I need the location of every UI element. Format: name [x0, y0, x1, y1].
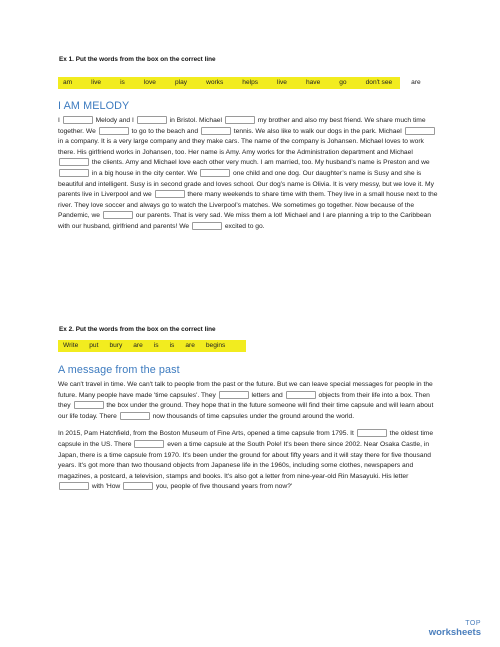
exercise-2-word-box	[58, 340, 246, 352]
word-chip: are	[185, 342, 195, 349]
blank-field[interactable]	[137, 116, 167, 124]
blank-field[interactable]	[405, 127, 435, 135]
word-chip: live	[277, 79, 287, 86]
text-segment: We can't travel in time. We can't talk to people from the past or the future. But we can leave special messages for people in the future. Many people have made 'time capsules'. They	[58, 381, 433, 399]
word-chip: Write	[63, 342, 79, 349]
blank-field[interactable]	[225, 116, 255, 124]
logo-line-2: worksheets	[428, 627, 481, 638]
text-segment: Melody and I	[95, 117, 134, 124]
text-segment: the box under the ground. They hope that in the future someone will find their time capsule and will learn about our life today. There	[58, 402, 434, 420]
text-segment: with 'How	[91, 483, 121, 491]
topworksheets-logo[interactable]	[429, 619, 481, 637]
text-segment: tennis. We also like to walk our dogs in the park. Michael	[233, 127, 402, 135]
text-segment: in a company. It is a very large company and they make cars. The name of the company is Johansen. Michael loves to work there. His girlfriend works in Johansen, too. Her name is Amy. Amy works for the Administration department and Michael	[58, 138, 424, 156]
blank-field[interactable]	[155, 190, 185, 198]
text-segment: one child and one dog. Our daughter’s name is Susy and she is beautiful and intelligent. Susy is in second grade and loves school. Our dog’s name is Olivia. It is very messy, but we love it. My parents live in Liverpool and we	[58, 169, 434, 199]
text-segment: the clients. Amy and Michael love each other very much. I am married, too. My husband’s name is Preston and we	[91, 159, 430, 167]
blank-field[interactable]	[59, 158, 89, 166]
text-segment: In 2015, Pam Hatchfield, from the Boston Museum of Fine Arts, opened a time capsule from 1795. It	[58, 430, 354, 438]
word-chip: love	[143, 79, 156, 86]
exercise-1-paragraph	[58, 116, 442, 233]
text-segment: even a time capsule at the South Pole! It's been there since 2002. Near Osaka Castle, in Japan, there is a time capsule from 1970. It's been under the ground for about fifty years and it will stay there for five thousand years. It's got more than two thousand objects from Japanese life in the 1960s, including some clothes, newspapers and magazines, a postcard, a television, stamps and books. It's also got a letter from nine-year-old Rin Masayuki. His letter	[58, 440, 432, 480]
blank-field[interactable]	[192, 222, 222, 230]
word-chip: begins	[205, 342, 226, 349]
exercise-1-heading: I AM MELODY	[58, 100, 130, 112]
exercise-2-title: Ex 2. Put the words from the box on the correct line	[59, 326, 216, 333]
blank-field[interactable]	[103, 211, 133, 219]
blank-field[interactable]	[63, 116, 93, 124]
blank-field[interactable]	[123, 482, 153, 490]
word-chip: have	[305, 79, 321, 86]
text-segment: the oldest time capsule in the US. There	[58, 430, 434, 448]
word-chip: bury	[109, 342, 123, 349]
word-chip: play	[174, 79, 188, 86]
blank-field[interactable]	[357, 429, 387, 437]
exercise-2-paragraph-2	[58, 429, 442, 493]
text-segment: in a big house in the city center. We	[91, 169, 198, 177]
blank-field[interactable]	[59, 482, 89, 490]
text-segment: objects from their life into a box. Then they	[58, 391, 430, 410]
word-chip: go	[339, 79, 347, 86]
text-segment: now thousands of time capsules under the ground around the world.	[152, 412, 355, 420]
logo-line-1: TOP	[465, 620, 481, 627]
blank-field[interactable]	[134, 440, 164, 448]
blank-field[interactable]	[99, 127, 129, 135]
text-segment: my brother and also my best friend. We share much time together. We	[58, 117, 426, 135]
text-segment: you, people of five thousand years from now?'	[155, 483, 293, 491]
word-chip: helps	[242, 79, 259, 86]
word-chip: is	[120, 79, 125, 86]
exercise-2-text	[58, 380, 442, 500]
blank-field[interactable]	[200, 169, 230, 177]
word-chip: don't see	[365, 79, 393, 86]
exercise-1-word-box	[58, 77, 421, 89]
blank-field[interactable]	[74, 401, 104, 409]
exercise-1-title: Ex 1. Put the words from the box on the correct line	[59, 56, 216, 63]
text-segment: there many weekends to share time with them. They live in a small house next to the river. They love soccer and always go to watch the Liverpool’s matches. We sometimes go together. Now because of the Pandemic, we	[58, 191, 438, 220]
word-chip: is	[169, 342, 175, 349]
text-segment: to go to the beach and	[131, 127, 199, 135]
word-chip: live	[91, 79, 102, 86]
text-segment: our parents. That is very sad. We miss them a lot! Michael and I are planning a trip to the Caribbean with our husband, girlfriend and parents! We	[58, 212, 432, 230]
text-segment: I	[58, 117, 60, 124]
word-chip: am	[63, 79, 73, 86]
exercise-2-paragraph-1	[58, 380, 442, 422]
blank-field[interactable]	[286, 391, 316, 399]
blank-field[interactable]	[201, 127, 231, 135]
text-segment: letters and	[251, 391, 283, 399]
word-chip: works	[206, 79, 224, 86]
blank-field[interactable]	[219, 391, 249, 399]
exercise-1-text	[58, 116, 442, 240]
word-chip: is	[153, 342, 159, 349]
word-chip: are	[133, 342, 143, 349]
text-segment: excited to go.	[224, 222, 265, 230]
word-chip: put	[89, 342, 99, 349]
word-chip: are	[411, 79, 421, 86]
exercise-2-heading: A message from the past	[58, 364, 180, 376]
text-segment: in Bristol. Michael	[169, 117, 222, 124]
blank-field[interactable]	[59, 169, 89, 177]
blank-field[interactable]	[120, 412, 150, 420]
